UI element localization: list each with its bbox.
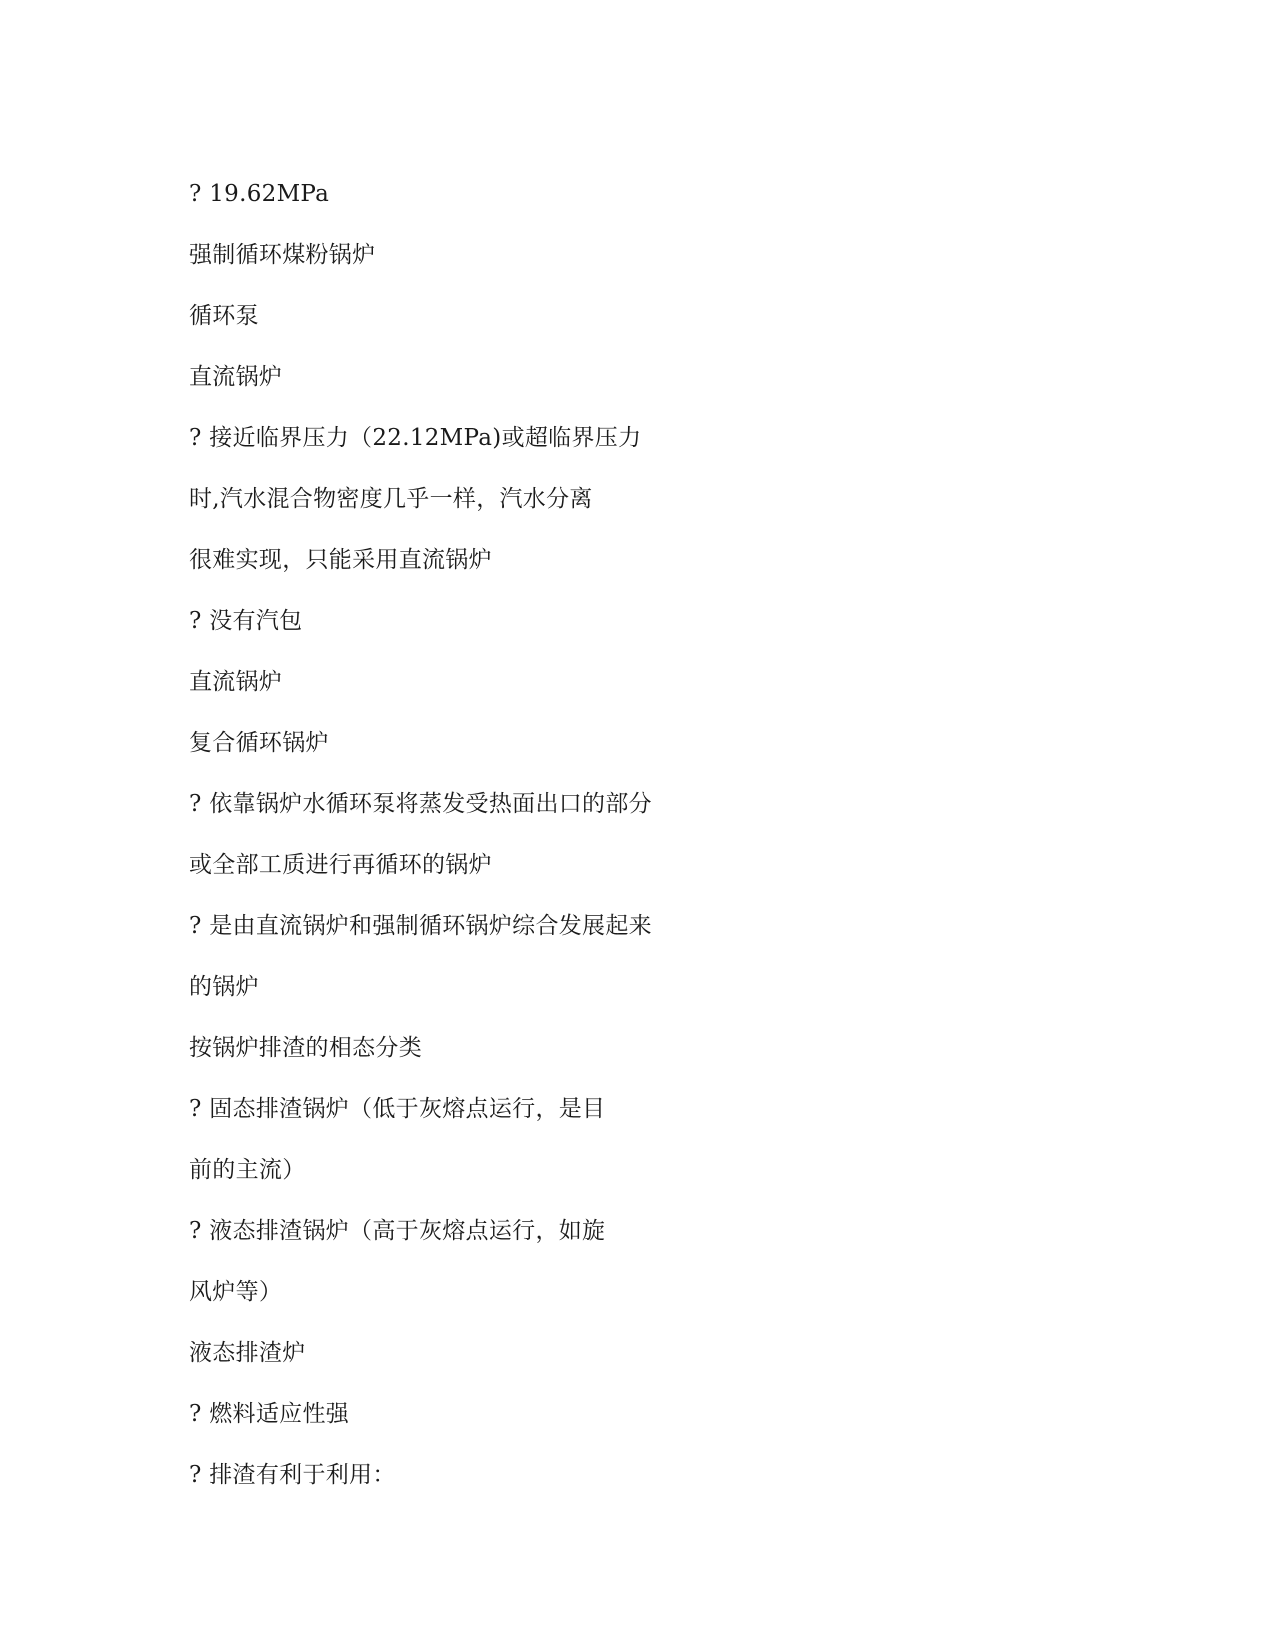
text-line: ? 液态排渣锅炉（高于灰熔点运行，如旋	[189, 1218, 606, 1244]
text-line: ? 依靠锅炉水循环泵将蒸发受热面出口的部分	[189, 791, 652, 817]
text-line: ? 是由直流锅炉和强制循环锅炉综合发展起来	[189, 913, 652, 939]
text-line: 按锅炉排渣的相态分类	[189, 1035, 422, 1061]
text-line: 很难实现，只能采用直流锅炉	[189, 547, 492, 573]
text-line: 液态排渣炉	[189, 1340, 306, 1366]
text-line: 直流锅炉	[189, 364, 283, 390]
text-line: 直流锅炉	[189, 669, 283, 695]
document-body	[189, 170, 909, 1512]
text-line: ? 19.62MPa	[189, 181, 330, 207]
text-line: 强制循环煤粉锅炉	[189, 242, 376, 268]
text-line: ? 接近临界压力（22.12MPa)或超临界压力	[189, 425, 642, 451]
text-line: ? 固态排渣锅炉（低于灰熔点运行，是目	[189, 1096, 606, 1122]
text-line: 时,汽水混合物密度几乎一样，汽水分离	[189, 486, 593, 512]
text-line: ? 燃料适应性强	[189, 1401, 350, 1427]
text-line: 循环泵	[189, 303, 259, 329]
text-line: 前的主流）	[189, 1157, 306, 1183]
text-line: ? 排渣有利于利用：	[189, 1462, 396, 1488]
text-line: 的锅炉	[189, 974, 259, 1000]
text-line: 风炉等）	[189, 1279, 283, 1305]
text-line: 或全部工质进行再循环的锅炉	[189, 852, 492, 878]
text-line: ? 没有汽包	[189, 608, 303, 634]
text-line: 复合循环锅炉	[189, 730, 329, 756]
